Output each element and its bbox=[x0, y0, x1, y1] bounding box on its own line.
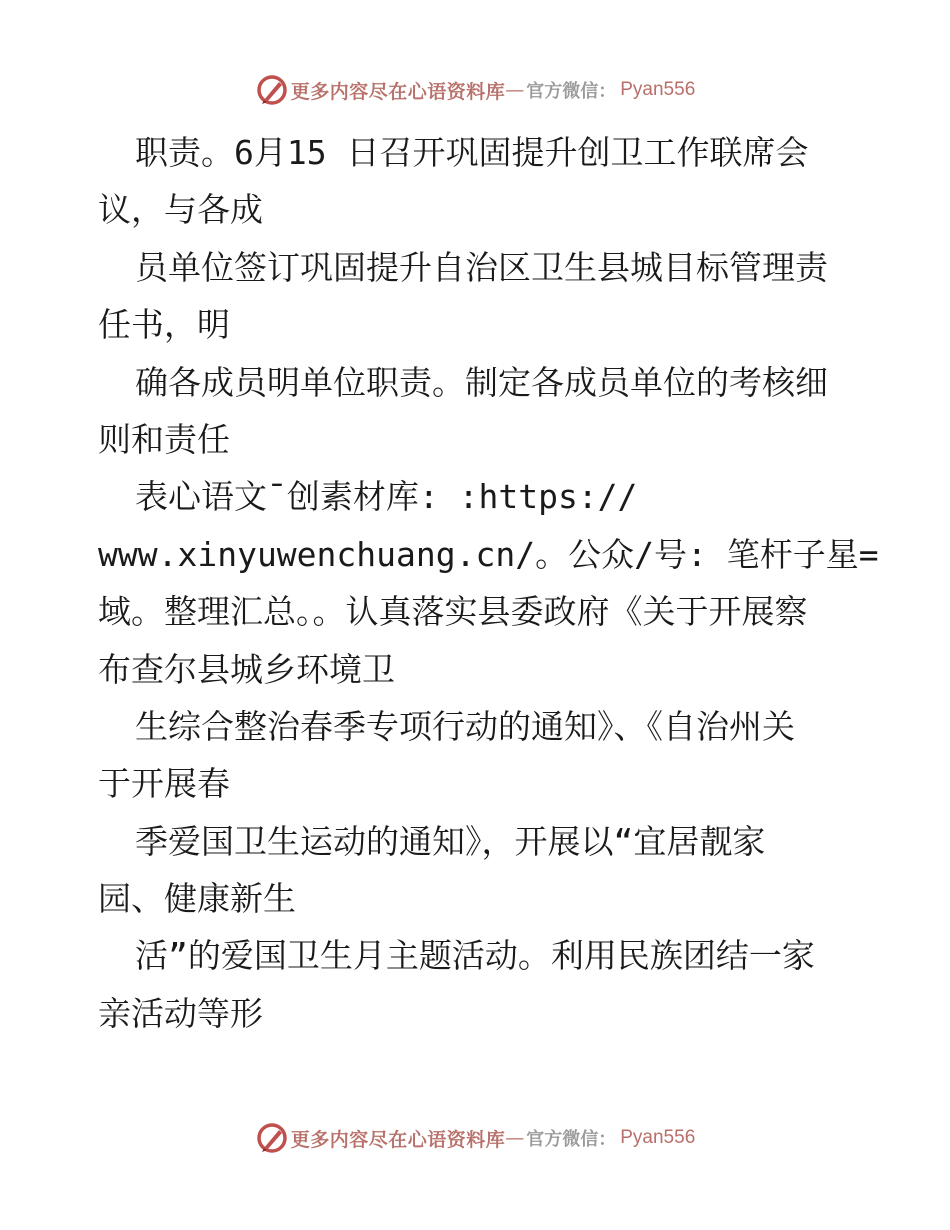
body-line: 议，与各成 bbox=[98, 190, 263, 230]
body-line: 亲活动等形 bbox=[98, 993, 263, 1033]
body-line: 确各成员明单位职责。制定各成员单位的考核细 bbox=[135, 362, 828, 402]
body-line: 任书，明 bbox=[98, 305, 230, 345]
footer-banner bbox=[0, 1118, 950, 1158]
body-line: 季爱国卫生运动的通知》，开展以“宜居靓家 bbox=[135, 821, 766, 861]
header-banner-separator: — bbox=[505, 79, 525, 101]
header-account-label: 官方微信： bbox=[526, 81, 617, 102]
body-line: 于开展春 bbox=[98, 764, 230, 804]
document-body bbox=[98, 124, 898, 1042]
body-line: 则和责任 bbox=[98, 419, 230, 459]
footer-banner-text: 更多内容尽在心语资料库 bbox=[290, 1128, 506, 1151]
body-line: 布查尔县城乡环境卫 bbox=[98, 649, 395, 689]
body-line: www.xinyuwenchuang.cn/。公众/号: 笔杆子星= bbox=[98, 534, 879, 574]
header-account-id: Pyan556 bbox=[620, 79, 696, 100]
body-line: 活”的爱国卫生月主题活动。利用民族团结一家 bbox=[135, 936, 815, 976]
body-line: 员单位签订巩固提升自治区卫生县城目标管理责 bbox=[135, 247, 828, 287]
header-banner-text: 更多内容尽在心语资料库 bbox=[290, 80, 506, 103]
footer-account-label: 官方微信： bbox=[526, 1129, 617, 1150]
body-line: 生综合整治春季专项行动的通知》、《自治州关 bbox=[135, 706, 795, 746]
pen-circle-logo-icon bbox=[255, 73, 289, 107]
body-line: 表心语文¯创素材库: :https:// bbox=[135, 477, 638, 517]
pen-circle-logo-icon bbox=[255, 1121, 289, 1155]
body-line: 域。整理汇总。。认真落实县委政府《关于开展察 bbox=[98, 592, 808, 632]
body-line: 职责。6月15 日召开巩固提升创卫工作联席会 bbox=[135, 133, 809, 172]
footer-banner-separator: — bbox=[505, 1127, 525, 1149]
footer-account-id: Pyan556 bbox=[620, 1127, 696, 1148]
body-line: 园、健康新生 bbox=[98, 879, 296, 919]
header-banner bbox=[0, 70, 950, 110]
